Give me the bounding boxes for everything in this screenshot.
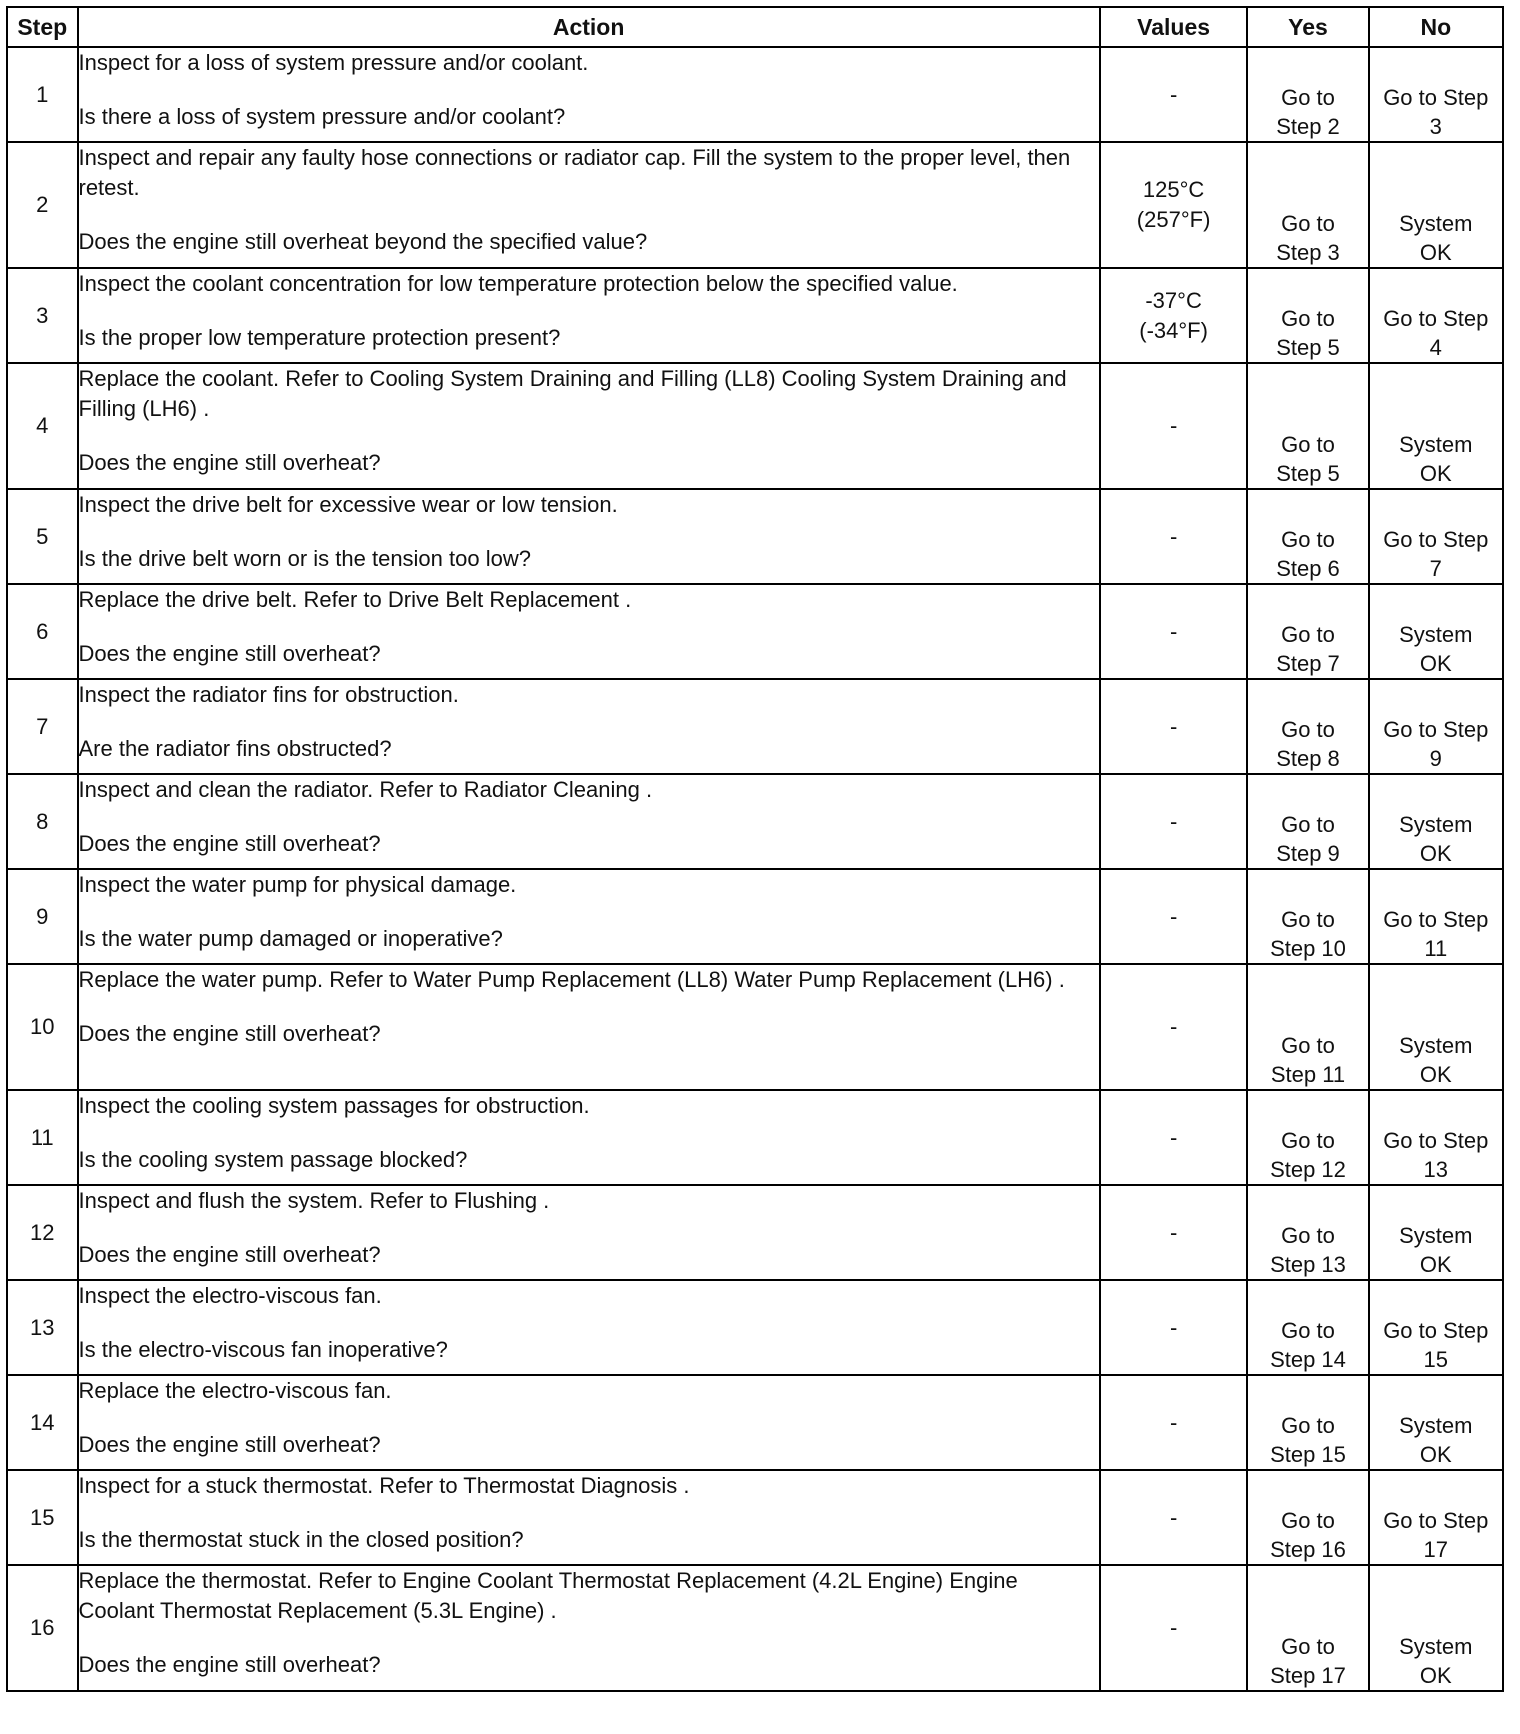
step-number: 12 [7,1185,78,1280]
yes-cell [1247,1280,1368,1375]
step-number: 1 [7,47,78,142]
no-line1: Go to Step [1383,1128,1489,1153]
step-number: 15 [7,1470,78,1565]
step-number: 10 [7,964,78,1090]
action-text: Inspect for a stuck thermostat. Refer to Thermostat Diagnosis . [78,1473,690,1498]
values-cell [1100,679,1248,774]
action-question: Are the radiator fins obstructed? [78,736,392,761]
action-cell [78,1565,1100,1691]
header-no: No [1369,7,1503,47]
yes-line1: Go to [1281,1033,1335,1058]
yes-line2: Step 14 [1270,1347,1346,1372]
action-cell [78,363,1100,489]
no-line2: OK [1419,1663,1452,1688]
values-cell [1100,774,1248,869]
yes-line1: Go to [1281,1223,1335,1248]
yes-line2: Step 12 [1270,1157,1346,1182]
yes-line1: Go to [1281,211,1335,236]
action-question: Is the drive belt worn or is the tension too low? [78,546,531,571]
table-row [7,268,1503,363]
no-line1: System [1399,1033,1473,1058]
table-row [7,1090,1503,1185]
step-number: 2 [7,142,78,268]
no-line2: 13 [1423,1157,1449,1182]
action-question: Is the electro-viscous fan inoperative? [78,1337,448,1362]
values-line1: - [1169,903,1178,929]
action-text: Inspect the drive belt for excessive wear or low tension. [78,492,618,517]
no-cell [1369,268,1503,363]
no-line1: Go to Step [1383,85,1489,110]
yes-cell [1247,584,1368,679]
action-text: Inspect and repair any faulty hose connections or radiator cap. Fill the system to the proper level, then retest. [78,145,1071,200]
action-question: Does the engine still overheat? [78,1432,381,1457]
yes-cell [1247,774,1368,869]
table-row [7,489,1503,584]
no-line1: Go to Step [1383,1508,1489,1533]
yes-line1: Go to [1281,1318,1335,1343]
step-number: 6 [7,584,78,679]
no-line2: OK [1419,1442,1452,1467]
action-question: Is the water pump damaged or inoperative? [78,926,503,951]
yes-line2: Step 3 [1276,240,1340,265]
action-cell [78,1470,1100,1565]
yes-line2: Step 5 [1276,335,1340,360]
header-row [7,7,1503,47]
values-line1: - [1169,1615,1178,1640]
no-line2: 7 [1429,556,1442,581]
yes-line2: Step 6 [1276,556,1340,581]
values-line1: - [1169,1314,1178,1340]
no-cell [1369,679,1503,774]
no-line1: System [1399,1413,1473,1438]
no-cell [1369,1565,1503,1691]
yes-line1: Go to [1281,1413,1335,1438]
action-cell [78,869,1100,964]
yes-line2: Step 2 [1276,114,1340,139]
table-row [7,1280,1503,1375]
table-row [7,1565,1503,1691]
table-row [7,1470,1503,1565]
values-cell [1100,489,1248,584]
action-text: Replace the drive belt. Refer to Drive Belt Replacement . [78,587,632,612]
header-yes: Yes [1247,7,1368,47]
values-line1: 125°C [1142,177,1205,202]
step-number: 5 [7,489,78,584]
no-cell [1369,584,1503,679]
action-cell [78,1090,1100,1185]
values-cell [1100,964,1248,1090]
no-line1: Go to Step [1383,907,1489,932]
action-text: Replace the coolant. Refer to Cooling System Draining and Filling (LL8) Cooling System Draining and Filling (LH6) . [78,366,1067,421]
values-line1: - [1169,413,1178,438]
no-line2: 3 [1429,114,1442,139]
header-action: Action [78,7,1100,47]
table-row [7,869,1503,964]
no-line1: System [1399,432,1473,457]
values-line2: (-34°F) [1139,317,1208,343]
values-line1: - [1169,1409,1178,1435]
no-line1: Go to Step [1383,306,1489,331]
no-line1: Go to Step [1383,527,1489,552]
no-line2: OK [1419,1252,1452,1277]
values-line1: - [1169,808,1178,834]
action-question: Is the thermostat stuck in the closed position? [78,1527,524,1552]
values-line1: - [1169,618,1178,644]
no-line1: Go to Step [1383,1318,1489,1343]
action-cell [78,1280,1100,1375]
action-question: Is there a loss of system pressure and/or coolant? [78,104,566,129]
action-cell [78,1185,1100,1280]
no-cell [1369,1470,1503,1565]
header-step: Step [7,7,78,47]
action-text: Inspect the radiator fins for obstruction. [78,682,459,707]
action-question: Does the engine still overheat? [78,1021,381,1046]
table-row [7,363,1503,489]
no-line1: Go to Step [1383,717,1489,742]
table-row [7,47,1503,142]
yes-line2: Step 7 [1276,651,1340,676]
yes-line1: Go to [1281,306,1335,331]
yes-cell [1247,489,1368,584]
yes-line2: Step 8 [1276,746,1340,771]
values-cell [1100,363,1248,489]
yes-cell [1247,1470,1368,1565]
action-text: Inspect the coolant concentration for low temperature protection below the specified value. [78,271,958,296]
values-line2: (257°F) [1136,207,1211,232]
no-line1: System [1399,622,1473,647]
yes-cell [1247,1565,1368,1691]
values-line1: - [1169,1124,1178,1150]
yes-line1: Go to [1281,907,1335,932]
values-line1: - [1169,81,1178,107]
action-cell [78,774,1100,869]
yes-line2: Step 10 [1270,936,1346,961]
action-text: Inspect and flush the system. Refer to Flushing . [78,1188,550,1213]
action-cell [78,489,1100,584]
step-number: 9 [7,869,78,964]
values-line1: - [1169,713,1178,739]
yes-line1: Go to [1281,717,1335,742]
values-line1: -37°C [1145,287,1202,313]
yes-line2: Step 17 [1270,1663,1346,1688]
yes-line2: Step 15 [1270,1442,1346,1467]
step-number: 7 [7,679,78,774]
no-cell [1369,489,1503,584]
table-row [7,584,1503,679]
action-text: Inspect the cooling system passages for obstruction. [78,1093,590,1118]
no-line2: 9 [1429,746,1442,771]
no-cell [1369,1280,1503,1375]
step-number: 16 [7,1565,78,1691]
no-line2: 11 [1424,936,1448,961]
values-cell [1100,1565,1248,1691]
yes-line1: Go to [1281,1128,1335,1153]
action-text: Inspect the electro-viscous fan. [78,1283,382,1308]
no-cell [1369,1185,1503,1280]
no-line1: System [1399,1223,1473,1248]
yes-cell [1247,679,1368,774]
no-cell [1369,964,1503,1090]
action-text: Replace the water pump. Refer to Water Pump Replacement (LL8) Water Pump Replacement (LH6) . [78,967,1065,992]
no-line2: OK [1419,240,1452,265]
action-cell [78,142,1100,268]
values-cell [1100,1280,1248,1375]
action-cell [78,47,1100,142]
values-cell [1100,1470,1248,1565]
values-cell [1100,47,1248,142]
yes-line1: Go to [1281,432,1335,457]
action-text: Inspect the water pump for physical damage. [78,872,517,897]
values-cell [1100,142,1248,268]
values-cell [1100,1090,1248,1185]
step-number: 4 [7,363,78,489]
table-row [7,1185,1503,1280]
yes-line1: Go to [1281,812,1335,837]
action-question: Does the engine still overheat? [78,831,381,856]
action-cell [78,964,1100,1090]
yes-line2: Step 5 [1276,461,1340,486]
no-line2: 17 [1423,1537,1449,1562]
action-text: Replace the thermostat. Refer to Engine Coolant Thermostat Replacement (4.2L Engine) Engine Coolant Thermostat Replacement (5.3L Engine) . [78,1568,1018,1623]
header-values: Values [1100,7,1248,47]
step-number: 3 [7,268,78,363]
values-cell [1100,869,1248,964]
values-cell [1100,584,1248,679]
yes-line1: Go to [1281,1634,1335,1659]
table-row [7,1375,1503,1470]
yes-line2: Step 16 [1270,1537,1346,1562]
values-cell [1100,1185,1248,1280]
action-question: Is the proper low temperature protection present? [78,325,561,350]
values-cell [1100,1375,1248,1470]
no-cell [1369,1090,1503,1185]
yes-cell [1247,363,1368,489]
action-text: Inspect and clean the radiator. Refer to Radiator Cleaning . [78,777,653,802]
yes-line1: Go to [1281,527,1335,552]
yes-cell [1247,47,1368,142]
values-line1: - [1169,1014,1178,1039]
yes-line2: Step 11 [1270,1062,1346,1087]
no-line2: OK [1419,651,1452,676]
no-line1: System [1399,211,1473,236]
yes-cell [1247,142,1368,268]
yes-cell [1247,1375,1368,1470]
yes-cell [1247,964,1368,1090]
table-row [7,774,1503,869]
step-number: 14 [7,1375,78,1470]
action-cell [78,584,1100,679]
table-row [7,142,1503,268]
yes-line1: Go to [1281,622,1335,647]
action-question: Does the engine still overheat beyond the specified value? [78,229,648,254]
no-cell [1369,363,1503,489]
no-cell [1369,869,1503,964]
yes-cell [1247,869,1368,964]
yes-line1: Go to [1281,1508,1335,1533]
values-cell [1100,268,1248,363]
action-cell [78,1375,1100,1470]
action-question: Does the engine still overheat? [78,450,381,475]
action-question: Does the engine still overheat? [78,1652,381,1677]
no-line2: OK [1419,1062,1452,1087]
action-text: Replace the electro-viscous fan. [78,1378,392,1403]
action-question: Is the cooling system passage blocked? [78,1147,468,1172]
action-text: Inspect for a loss of system pressure and/or coolant. [78,50,589,75]
no-line1: System [1399,1634,1473,1659]
yes-cell [1247,1185,1368,1280]
step-number: 13 [7,1280,78,1375]
action-cell [78,679,1100,774]
yes-cell [1247,1090,1368,1185]
no-line2: 15 [1423,1347,1449,1372]
no-line2: 4 [1429,335,1442,360]
values-line1: - [1169,523,1178,549]
no-cell [1369,142,1503,268]
yes-cell [1247,268,1368,363]
action-question: Does the engine still overheat? [78,641,381,666]
yes-line2: Step 13 [1270,1252,1346,1277]
values-line1: - [1169,1219,1178,1245]
yes-line2: Step 9 [1276,841,1340,866]
diagnostic-table [6,6,1504,1692]
action-cell [78,268,1100,363]
no-cell [1369,774,1503,869]
step-number: 11 [7,1090,78,1185]
values-line1: - [1169,1504,1178,1530]
no-cell [1369,1375,1503,1470]
yes-line1: Go to [1281,85,1335,110]
no-cell [1369,47,1503,142]
no-line2: OK [1419,461,1452,486]
action-question: Does the engine still overheat? [78,1242,381,1267]
table-row [7,679,1503,774]
no-line1: System [1399,812,1473,837]
table-row [7,964,1503,1090]
step-number: 8 [7,774,78,869]
no-line2: OK [1419,841,1452,866]
